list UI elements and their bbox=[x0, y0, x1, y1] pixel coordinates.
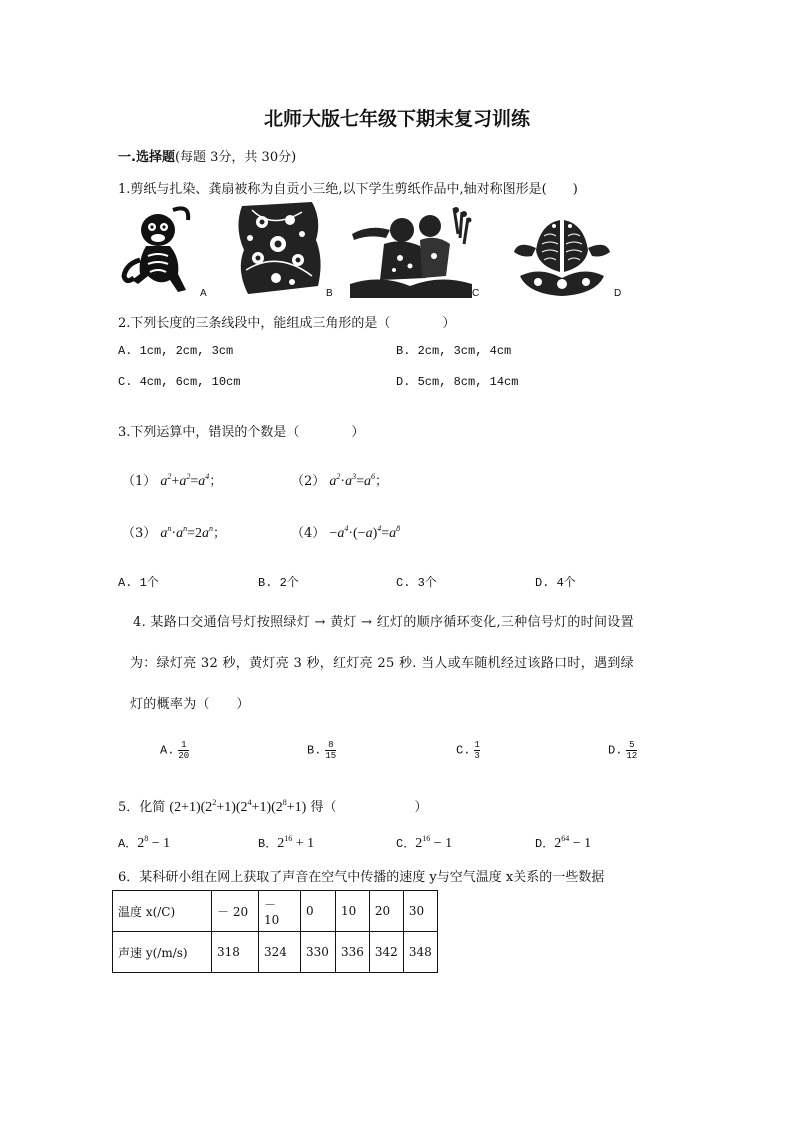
q2-option-b[interactable]: B. 2cm, 3cm, 4cm bbox=[396, 344, 512, 358]
q2-option-d[interactable]: D. 5cm, 8cm, 14cm bbox=[396, 375, 519, 389]
data-table bbox=[112, 890, 438, 973]
q4-option-b[interactable]: B. $\frac{8}{15}$ bbox=[307, 740, 337, 761]
figure-label-d: D bbox=[614, 288, 622, 299]
q5-option-b[interactable]: B．$2^{16} + 1$ bbox=[258, 834, 315, 851]
twin-fish-papercut-icon bbox=[510, 214, 614, 298]
table-cell: 20 bbox=[369, 891, 403, 932]
table-cell: 342 bbox=[369, 932, 403, 973]
table-cell: 0 bbox=[301, 891, 336, 932]
page-title: 北师大版七年级下期末复习训练 bbox=[263, 108, 530, 130]
question-4-line-1: 4. 某路口交通信号灯按照绿灯 → 黄灯 → 红灯的顺序循环变化,三种信号灯的时间设置 bbox=[133, 615, 634, 630]
q3-item-1: （1） $a^2+a^2=a^4$； bbox=[122, 472, 223, 489]
table-cell: － 10 bbox=[259, 891, 301, 932]
table-cell: 336 bbox=[336, 932, 370, 973]
table-cell: － 20 bbox=[212, 891, 259, 932]
section-heading: 一.选择题(每题 3分，共 30分) bbox=[118, 150, 297, 165]
table-cell: 324 bbox=[259, 932, 301, 973]
q3-item-2: （2） $a^2\cdot a^3=a^6$； bbox=[291, 472, 389, 489]
table-row bbox=[113, 891, 438, 932]
q2-option-a[interactable]: A. 1cm, 2cm, 3cm bbox=[118, 344, 234, 358]
figures-papercut-icon bbox=[350, 204, 472, 298]
question-1: 1.剪纸与扎染、龚扇被称为自贡小三绝,以下学生剪纸作品中,轴对称图形是( ) bbox=[118, 182, 578, 197]
q5-option-c[interactable]: C．$2^{16} - 1$ bbox=[396, 834, 453, 851]
q3-item-3: （3） $a^n\cdot a^n=2a^n$； bbox=[122, 524, 227, 541]
q4-option-d[interactable]: D. $\frac{5}{12}$ bbox=[608, 740, 638, 761]
question-3: 3.下列运算中，错误的个数是（ ） bbox=[118, 425, 365, 440]
table-cell: 10 bbox=[336, 891, 370, 932]
question-4-line-2: 为：绿灯亮 32 秒，黄灯亮 3 秒，红灯亮 25 秒. 当人或车随机经过该路口时，遇到绿 bbox=[130, 656, 634, 671]
question-2: 2.下列长度的三条线段中，能组成三角形的是（ ） bbox=[118, 316, 456, 331]
figure-label-b: B bbox=[326, 288, 333, 299]
table-cell: 30 bbox=[403, 891, 437, 932]
table-row bbox=[113, 932, 438, 973]
q3-option-d[interactable]: D. 4个 bbox=[535, 576, 576, 590]
table-cell: 330 bbox=[301, 932, 336, 973]
q3-item-4: $(4) -a^4\cdot(-a)^4=a^8$ bbox=[291, 524, 401, 541]
question-6: 6．某科研小组在网上获取了声音在空气中传播的速度 y与空气温度 x关系的一些数据 bbox=[118, 870, 605, 885]
table-header-cell: 温度 x(/C) bbox=[113, 891, 212, 932]
q4-option-a[interactable]: A. $\frac{1}{20}$ bbox=[160, 740, 190, 761]
q3-option-a[interactable]: A. 1个 bbox=[118, 576, 159, 590]
figure-label-c: C bbox=[472, 288, 480, 299]
table-cell: 348 bbox=[403, 932, 437, 973]
q5-option-a[interactable]: A．$2^8 - 1$ bbox=[118, 834, 171, 851]
question-5: 5．化简 $(2+1)(2^2+1)(2^4+1)(2^8+1)$ 得（ ） bbox=[118, 798, 428, 815]
q5-option-d[interactable]: D．$2^{64} - 1$ bbox=[535, 834, 592, 851]
q3-option-c[interactable]: C. 3个 bbox=[396, 576, 437, 590]
figure-label-a: A bbox=[200, 288, 207, 299]
monkey-papercut-icon bbox=[118, 200, 198, 298]
flowers-papercut-icon bbox=[232, 200, 324, 298]
q4-option-c[interactable]: C. $\frac{1}{3}$ bbox=[456, 740, 480, 761]
q3-option-b[interactable]: B. 2个 bbox=[258, 576, 299, 590]
q2-option-c[interactable]: C. 4cm, 6cm, 10cm bbox=[118, 375, 241, 389]
table-cell: 318 bbox=[212, 932, 259, 973]
table-header-cell: 声速 y(/m/s) bbox=[113, 932, 212, 973]
question-4-line-3: 灯的概率为（ ） bbox=[130, 697, 250, 712]
